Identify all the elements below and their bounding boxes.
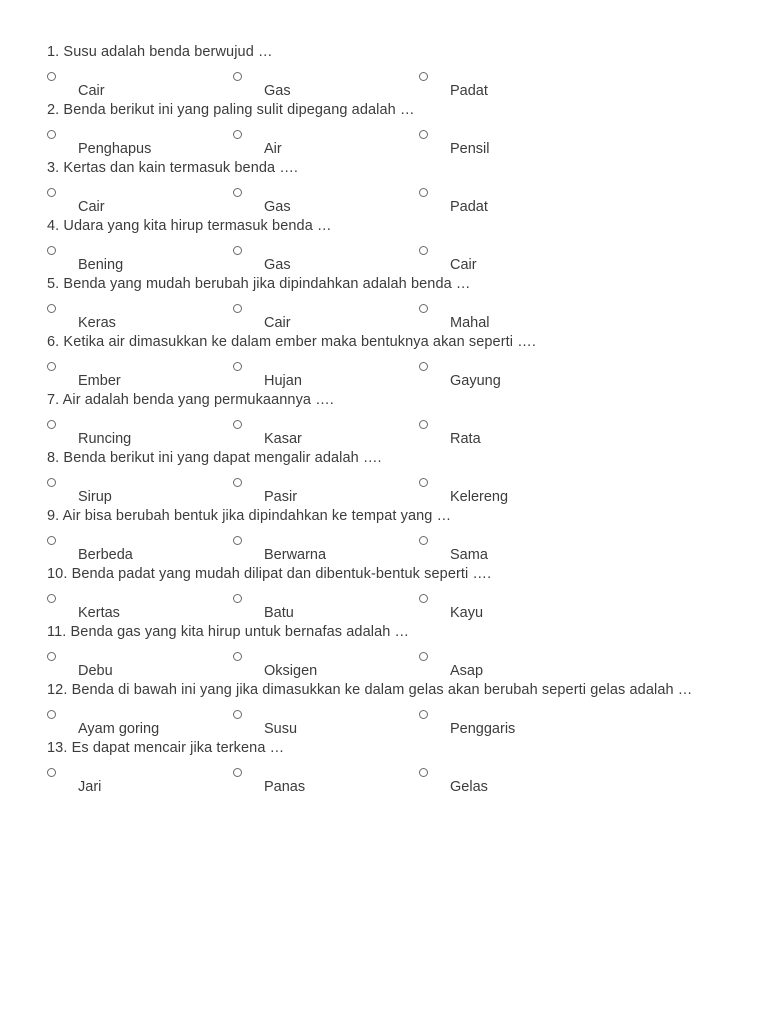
answer-option[interactable] [47, 534, 227, 564]
answer-option-label: Kertas [78, 605, 120, 621]
answer-options [47, 186, 727, 216]
answer-options [47, 534, 727, 564]
radio-button-icon[interactable] [233, 246, 242, 255]
answer-option-label: Batu [264, 605, 294, 621]
question-block [47, 507, 727, 564]
answer-option-label: Cair [450, 257, 477, 273]
radio-button-icon[interactable] [419, 304, 428, 313]
answer-option-label: Ember [78, 373, 121, 389]
answer-option-label: Penggaris [450, 721, 516, 737]
answer-option-label: Hujan [264, 373, 302, 389]
answer-options [47, 650, 727, 680]
answer-option-label: Cair [78, 83, 105, 99]
answer-option[interactable] [47, 128, 227, 158]
answer-option[interactable] [233, 592, 413, 622]
answer-option-label: Kayu [450, 605, 484, 621]
radio-button-icon[interactable] [233, 362, 242, 371]
radio-button-icon[interactable] [233, 420, 242, 429]
answer-option[interactable] [47, 592, 227, 622]
radio-button-icon[interactable] [47, 710, 56, 719]
question-text: 7. Air adalah benda yang permukaannya …. [47, 392, 334, 408]
radio-button-icon[interactable] [419, 536, 428, 545]
answer-options [47, 708, 727, 738]
answer-option-label: Asap [450, 663, 484, 679]
answer-option-label: Keras [78, 315, 116, 331]
radio-button-icon[interactable] [419, 594, 428, 603]
answer-option-label: Kasar [264, 431, 302, 447]
answer-option-label: Gelas [450, 779, 488, 795]
answer-option[interactable] [233, 302, 413, 332]
answer-option[interactable] [233, 70, 413, 100]
radio-button-icon[interactable] [47, 246, 56, 255]
answer-option-label: Gayung [450, 373, 501, 389]
radio-button-icon[interactable] [47, 536, 56, 545]
answer-option[interactable] [233, 476, 413, 506]
question-block [47, 333, 727, 390]
answer-option-label: Berbeda [78, 547, 133, 563]
radio-button-icon[interactable] [419, 130, 428, 139]
radio-button-icon[interactable] [233, 594, 242, 603]
answer-option-label: Pensil [450, 141, 490, 157]
answer-options [47, 128, 727, 158]
answer-option[interactable] [233, 244, 413, 274]
radio-button-icon[interactable] [47, 188, 56, 197]
radio-button-icon[interactable] [233, 130, 242, 139]
question-block [47, 681, 727, 738]
radio-button-icon[interactable] [47, 478, 56, 487]
answer-option[interactable] [419, 650, 599, 680]
answer-option[interactable] [419, 70, 599, 100]
answer-option[interactable] [233, 418, 413, 448]
radio-button-icon[interactable] [419, 362, 428, 371]
answer-option-label: Berwarna [264, 547, 327, 563]
question-block [47, 565, 727, 622]
radio-button-icon[interactable] [47, 304, 56, 313]
question-text: 3. Kertas dan kain termasuk benda …. [47, 160, 299, 176]
radio-button-icon[interactable] [233, 478, 242, 487]
answer-option[interactable] [419, 244, 599, 274]
answer-option-label: Gas [264, 257, 291, 273]
answer-option[interactable] [419, 708, 599, 738]
radio-button-icon[interactable] [47, 420, 56, 429]
radio-button-icon[interactable] [419, 72, 428, 81]
answer-option[interactable] [233, 186, 413, 216]
radio-button-icon[interactable] [233, 72, 242, 81]
radio-button-icon[interactable] [233, 710, 242, 719]
question-text: 5. Benda yang mudah berubah jika dipindahkan adalah benda … [47, 276, 471, 292]
answer-options [47, 766, 727, 796]
answer-option-label: Gas [264, 83, 291, 99]
answer-option[interactable] [47, 650, 227, 680]
question-text: 2. Benda berikut ini yang paling sulit dipegang adalah … [47, 102, 415, 118]
question-text: 6. Ketika air dimasukkan ke dalam ember maka bentuknya akan seperti …. [47, 334, 536, 350]
answer-option[interactable] [419, 534, 599, 564]
answer-option[interactable] [233, 534, 413, 564]
answer-option-label: Air [264, 141, 282, 157]
answer-options [47, 244, 727, 274]
answer-option-label: Pasir [264, 489, 298, 505]
question-text: 13. Es dapat mencair jika terkena … [47, 740, 285, 756]
answer-option-label: Ayam goring [78, 721, 160, 737]
answer-option[interactable] [47, 186, 227, 216]
radio-button-icon[interactable] [419, 768, 428, 777]
radio-button-icon[interactable] [419, 478, 428, 487]
question-block [47, 623, 727, 680]
answer-option[interactable] [47, 708, 227, 738]
radio-button-icon[interactable] [419, 420, 428, 429]
answer-option-label: Panas [264, 779, 306, 795]
answer-option[interactable] [419, 302, 599, 332]
question-block [47, 217, 727, 274]
quiz-list [47, 43, 727, 797]
answer-option-label: Cair [264, 315, 291, 331]
radio-button-icon[interactable] [47, 768, 56, 777]
answer-option[interactable] [419, 418, 599, 448]
answer-options [47, 418, 727, 448]
radio-button-icon[interactable] [47, 130, 56, 139]
answer-option[interactable] [419, 186, 599, 216]
question-text: 10. Benda padat yang mudah dilipat dan dibentuk-bentuk seperti …. [47, 566, 492, 582]
question-block [47, 275, 727, 332]
answer-option[interactable] [233, 360, 413, 390]
answer-option[interactable] [47, 766, 227, 796]
answer-options [47, 302, 727, 332]
answer-option-label: Jari [78, 779, 102, 795]
answer-option[interactable] [419, 592, 599, 622]
question-text: 11. Benda gas yang kita hirup untuk bernafas adalah … [47, 624, 410, 640]
answer-option[interactable] [47, 70, 227, 100]
radio-button-icon[interactable] [47, 594, 56, 603]
radio-button-icon[interactable] [47, 362, 56, 371]
answer-option[interactable] [47, 418, 227, 448]
answer-option[interactable] [47, 302, 227, 332]
answer-option-label: Kelereng [450, 489, 509, 505]
answer-option-label: Runcing [78, 431, 132, 447]
radio-button-icon[interactable] [233, 304, 242, 313]
answer-options [47, 70, 727, 100]
answer-option-label: Mahal [450, 315, 490, 331]
question-text: 9. Air bisa berubah bentuk jika dipindahkan ke tempat yang … [47, 508, 452, 524]
question-block [47, 159, 727, 216]
answer-option-label: Susu [264, 721, 298, 737]
answer-option[interactable] [47, 360, 227, 390]
answer-option[interactable] [233, 766, 413, 796]
answer-option[interactable] [419, 128, 599, 158]
radio-button-icon[interactable] [47, 72, 56, 81]
answer-option-label: Sirup [78, 489, 112, 505]
answer-option[interactable] [419, 476, 599, 506]
radio-button-icon[interactable] [47, 652, 56, 661]
radio-button-icon[interactable] [233, 188, 242, 197]
question-block [47, 449, 727, 506]
radio-button-icon[interactable] [419, 246, 428, 255]
answer-option[interactable] [47, 476, 227, 506]
question-block [47, 43, 727, 100]
answer-option[interactable] [233, 708, 413, 738]
radio-button-icon[interactable] [233, 536, 242, 545]
answer-options [47, 476, 727, 506]
answer-option-label: Oksigen [264, 663, 318, 679]
radio-button-icon[interactable] [419, 188, 428, 197]
answer-option-label: Cair [78, 199, 105, 215]
question-block [47, 391, 727, 448]
answer-option[interactable] [419, 766, 599, 796]
answer-option-label: Sama [450, 547, 488, 563]
radio-button-icon[interactable] [233, 652, 242, 661]
question-block [47, 101, 727, 158]
answer-option[interactable] [47, 244, 227, 274]
answer-option-label: Padat [450, 199, 488, 215]
answer-options [47, 360, 727, 390]
answer-option-label: Gas [264, 199, 291, 215]
answer-option[interactable] [233, 128, 413, 158]
question-text: 1. Susu adalah benda berwujud … [47, 44, 273, 60]
radio-button-icon[interactable] [419, 710, 428, 719]
question-block [47, 739, 727, 796]
radio-button-icon[interactable] [419, 652, 428, 661]
answer-options [47, 592, 727, 622]
radio-button-icon[interactable] [233, 768, 242, 777]
answer-option-label: Penghapus [78, 141, 152, 157]
question-text: 4. Udara yang kita hirup termasuk benda … [47, 218, 332, 234]
answer-option[interactable] [233, 650, 413, 680]
answer-option-label: Padat [450, 83, 488, 99]
question-text: 12. Benda di bawah ini yang jika dimasukkan ke dalam gelas akan berubah seperti gelas adalah … [47, 682, 693, 698]
answer-option-label: Bening [78, 257, 124, 273]
answer-option-label: Rata [450, 431, 481, 447]
answer-option-label: Debu [78, 663, 113, 679]
question-text: 8. Benda berikut ini yang dapat mengalir adalah …. [47, 450, 382, 466]
answer-option[interactable] [419, 360, 599, 390]
